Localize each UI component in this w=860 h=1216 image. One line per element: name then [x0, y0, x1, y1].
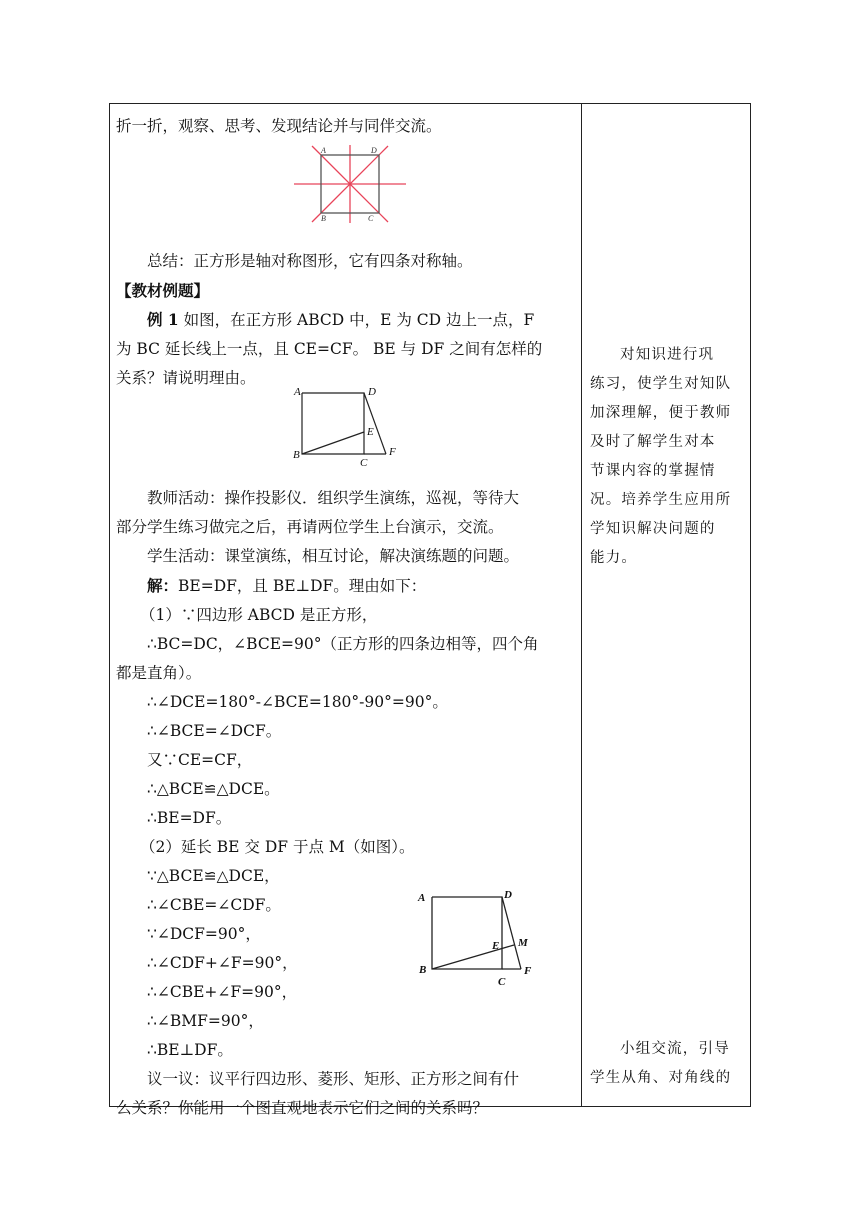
vertex-label: C [498, 976, 506, 988]
vertex-label: E [492, 940, 500, 952]
section-heading: 【教材例题】 [116, 281, 210, 300]
example-text-1: 如图，在正方形 ABCD 中，E 为 CD 边上一点，F [178, 311, 535, 329]
example-line-2: 为 BC 延长线上一点，且 CE=CF。 BE 与 DF 之间有怎样的 [116, 340, 543, 358]
proof-line: 又∵CE=CF， [147, 751, 253, 769]
proof-line: ∴∠BMF=90°， [147, 1012, 264, 1030]
proof-line: ∴∠CDF+∠F=90°， [147, 954, 298, 972]
segment-df [502, 897, 521, 969]
vertex-label: B [419, 964, 427, 976]
summary-line: 总结：正方形是轴对称图形，它有四条对称轴。 [147, 252, 473, 270]
side-note-line: 及时了解学生对本 [590, 434, 716, 450]
proof-line: ∴∠DCE=180°-∠BCE=180°-90°=90°。 [147, 693, 448, 711]
solution-line [116, 571, 574, 601]
student-activity: 学生活动：课堂演练，相互讨论，解决演练题的问题。 [147, 547, 520, 565]
side-note-line: 加深理解，便于教师 [590, 405, 732, 421]
vertex-label: E [367, 426, 374, 438]
proof-line: （2）延长 BE 交 DF 于点 M（如图）。 [140, 838, 415, 856]
square-symmetry-figure [288, 143, 412, 225]
teacher-activity-1: 教师活动：操作投影仪．组织学生演练，巡视，等待大 [147, 489, 520, 507]
side-note-1 [590, 341, 742, 573]
side-note-line: 学知识解决问题的 [590, 521, 716, 537]
side-note-line: 练习，使学生对知队 [590, 376, 732, 392]
proof-line: ∴BE⊥DF。 [147, 1041, 233, 1059]
column-divider [581, 104, 582, 1106]
vertex-label: D [371, 146, 377, 155]
intro-line: 折一折，观察、思考、发现结论并与同伴交流。 [116, 117, 442, 135]
vertex-label: D [368, 386, 376, 398]
example-figure [290, 380, 402, 470]
vertex-label: M [518, 937, 528, 949]
proof-line: ∴∠CBE+∠F=90°， [147, 983, 298, 1001]
segment-be [302, 432, 364, 454]
square-abcd [302, 393, 364, 454]
vertex-label: D [504, 889, 512, 901]
discussion-line-1: 议一议：议平行四边形、菱形、矩形、正方形之间有什 [147, 1070, 520, 1088]
proof-line: ∴∠CBE=∠CDF。 [147, 896, 281, 914]
proof-line: ∴BE=DF。 [147, 809, 232, 827]
proof-line: ∵∠DCF=90°， [147, 925, 261, 943]
teacher-activity-2: 部分学生练习做完之后，再请两位学生上台演示，交流。 [116, 518, 504, 536]
side-note-line: 学生从角、对角线的 [590, 1070, 732, 1086]
proof-line: （1）∵四边形 ABCD 是正方形， [140, 606, 378, 624]
segment-df [364, 393, 386, 454]
example-label: 例 1 [147, 310, 179, 329]
vertex-label: C [368, 214, 374, 223]
vertex-label: F [524, 965, 532, 977]
vertex-label: A [321, 146, 326, 155]
vertex-label: C [360, 457, 368, 469]
side-note-line: 况。培养学生应用所 [590, 492, 732, 508]
example-line-3: 关系？请说明理由。 [116, 369, 256, 387]
proof-line: ∴BC=DC，∠BCE=90°（正方形的四条边相等，四个角 [147, 635, 539, 653]
vertex-label: B [293, 449, 300, 461]
proof-line: ∴△BCE≌△DCE。 [147, 780, 280, 798]
vertex-label: A [418, 892, 426, 904]
proof-figure [414, 885, 540, 991]
solution-label: 解： [147, 576, 179, 595]
side-note-line: 小组交流，引导 [620, 1041, 730, 1057]
discussion-line-2: 么关系？你能用一个图直观地表示它们之间的关系吗？ [116, 1099, 489, 1117]
example-line-1 [116, 305, 574, 335]
proof-line: 都是直角）。 [116, 664, 202, 682]
side-note-line: 对知识进行巩 [620, 347, 715, 363]
solution-text: BE=DF，且 BE⊥DF。理由如下： [178, 577, 427, 595]
side-note-line: 节课内容的掌握情 [590, 463, 716, 479]
vertex-label: A [294, 386, 301, 398]
side-note-line: 能力。 [590, 550, 638, 566]
proof-line: ∴∠BCE=∠DCF。 [147, 722, 282, 740]
vertex-label: F [389, 446, 396, 458]
side-note-2 [590, 1035, 742, 1093]
proof-line: ∵△BCE≌△DCE， [147, 867, 280, 885]
vertex-label: B [321, 214, 326, 223]
